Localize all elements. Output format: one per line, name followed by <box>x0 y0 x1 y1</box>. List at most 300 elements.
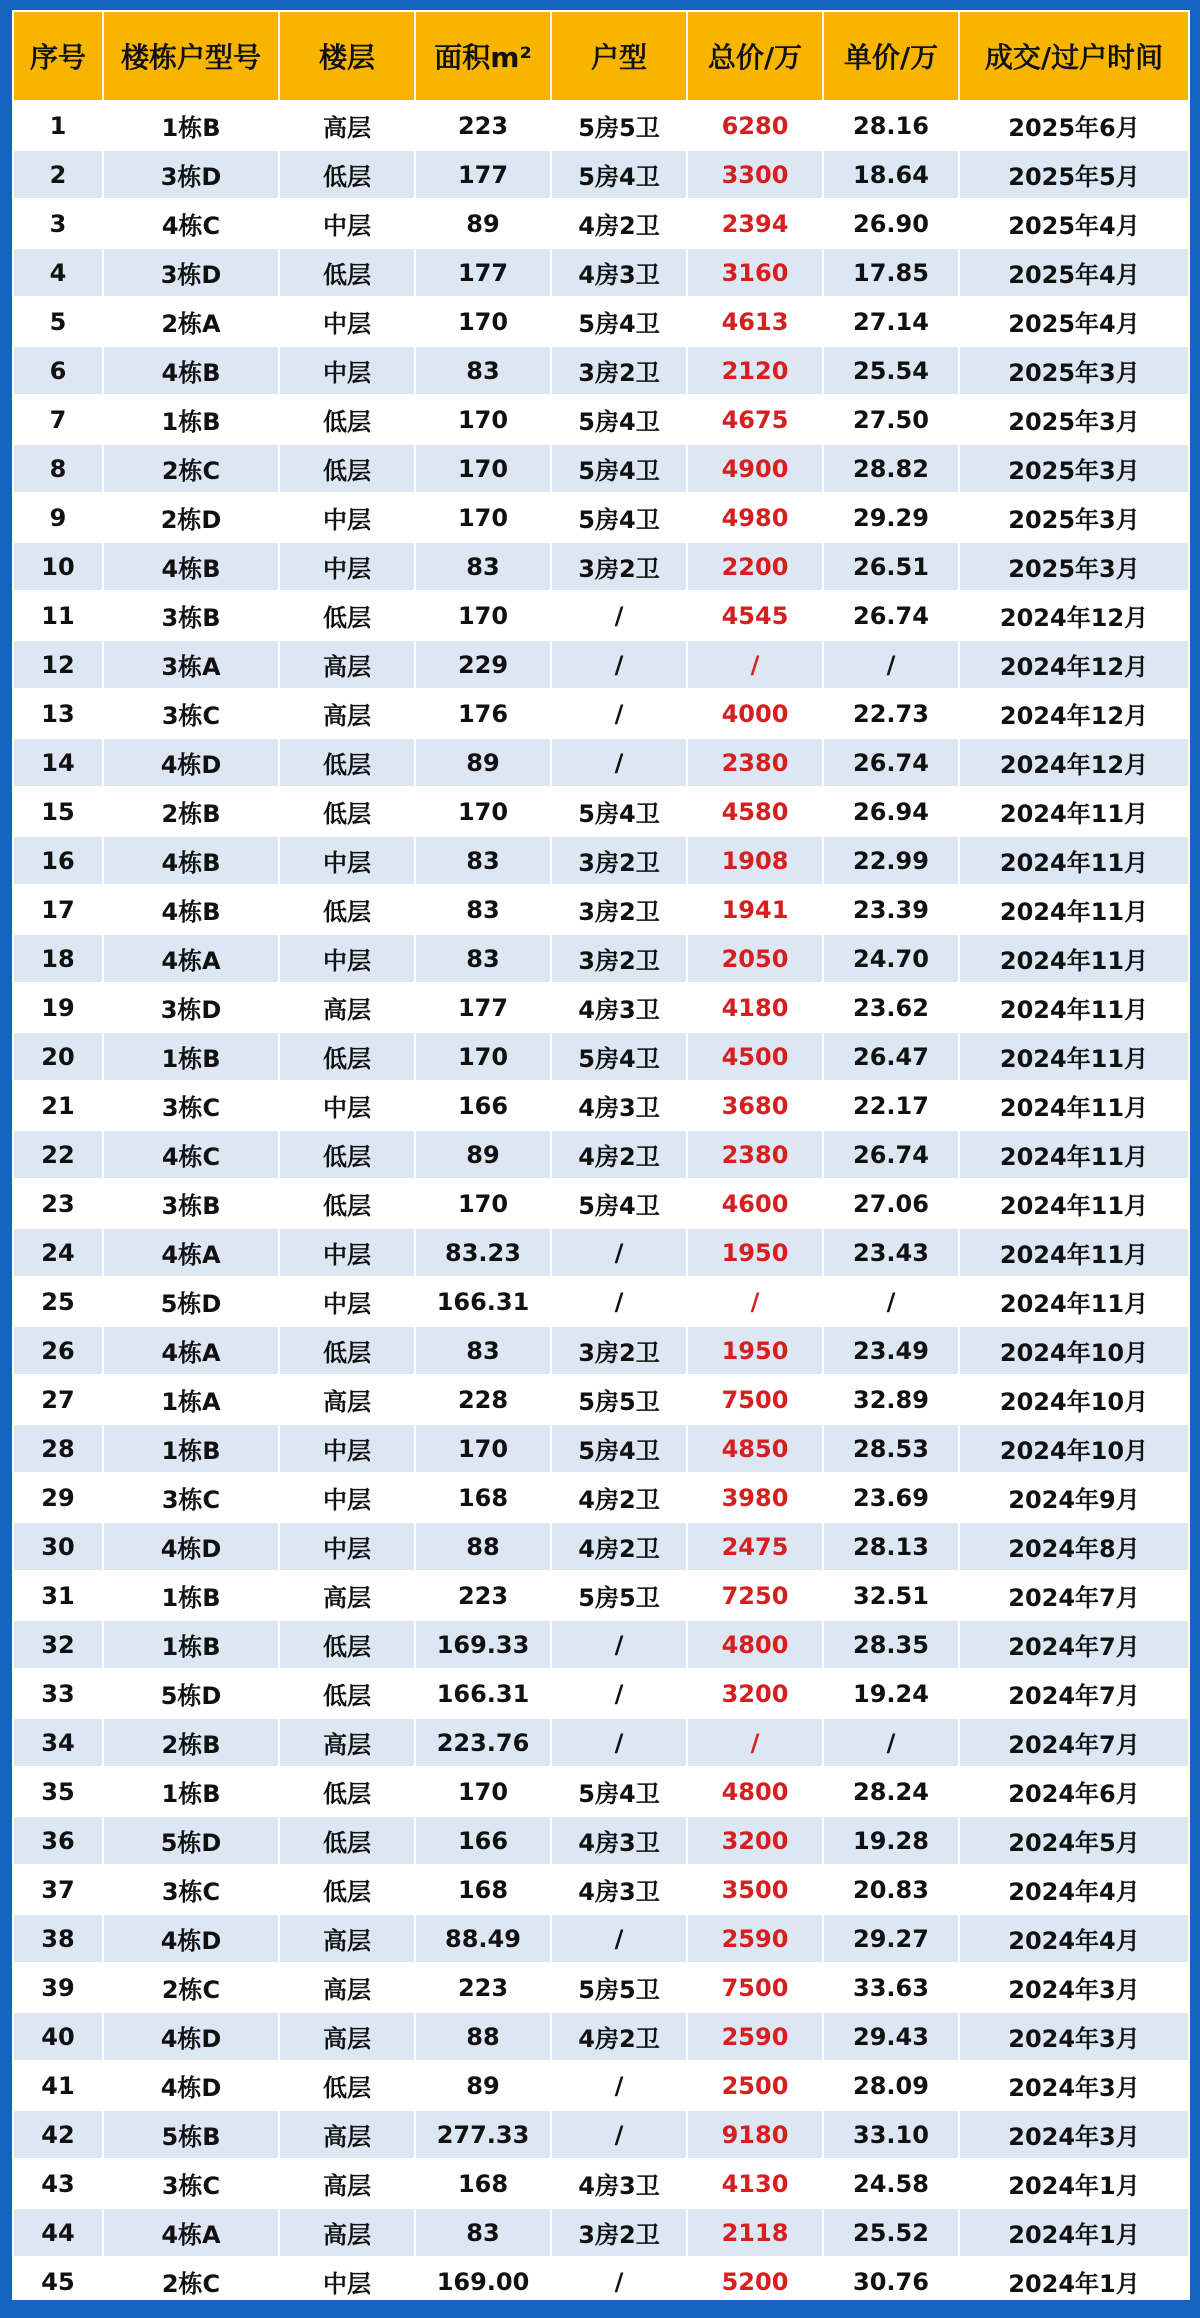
cell-index: 10 <box>13 542 103 591</box>
cell-floor: 高层 <box>279 1718 415 1767</box>
cell-floor: 低层 <box>279 1130 415 1179</box>
cell-area: 169.00 <box>415 2257 551 2306</box>
cell-unit-price: 33.10 <box>823 2110 959 2159</box>
cell-building-unit: 4栋A <box>103 934 279 983</box>
cell-index: 17 <box>13 885 103 934</box>
cell-total-price: 4613 <box>687 297 823 346</box>
cell-area: 166.31 <box>415 1669 551 1718</box>
cell-building-unit: 1栋B <box>103 1424 279 1473</box>
cell-floor: 低层 <box>279 1326 415 1375</box>
cell-floor: 高层 <box>279 1963 415 2012</box>
cell-building-unit: 3栋D <box>103 248 279 297</box>
cell-layout: 4房3卫 <box>551 2159 687 2208</box>
cell-layout: 5房4卫 <box>551 150 687 199</box>
cell-floor: 低层 <box>279 248 415 297</box>
cell-area: 170 <box>415 1767 551 1816</box>
cell-layout: 5房4卫 <box>551 1424 687 1473</box>
cell-area: 169.33 <box>415 1620 551 1669</box>
cell-building-unit: 4栋B <box>103 885 279 934</box>
table-row <box>13 542 1189 591</box>
cell-deal-date: 2025年5月 <box>959 150 1189 199</box>
cell-unit-price: 30.76 <box>823 2257 959 2306</box>
table-row <box>13 199 1189 248</box>
cell-index: 22 <box>13 1130 103 1179</box>
cell-floor: 高层 <box>279 1571 415 1620</box>
cell-layout: 5房5卫 <box>551 1963 687 2012</box>
header-unit-price: 单价/万 <box>823 11 959 101</box>
cell-unit-price: / <box>823 1718 959 1767</box>
cell-building-unit: 4栋B <box>103 542 279 591</box>
cell-deal-date: 2025年3月 <box>959 493 1189 542</box>
cell-index: 35 <box>13 1767 103 1816</box>
cell-total-price: 4675 <box>687 395 823 444</box>
cell-floor: 低层 <box>279 591 415 640</box>
cell-total-price: / <box>687 1718 823 1767</box>
cell-building-unit: 2栋A <box>103 297 279 346</box>
cell-total-price: 4800 <box>687 1767 823 1816</box>
cell-unit-price: 24.58 <box>823 2159 959 2208</box>
cell-deal-date: 2024年7月 <box>959 1571 1189 1620</box>
cell-index: 23 <box>13 1179 103 1228</box>
header-building-unit: 楼栋户型号 <box>103 11 279 101</box>
cell-index: 5 <box>13 297 103 346</box>
table-row <box>13 248 1189 297</box>
table-row <box>13 1130 1189 1179</box>
cell-floor: 高层 <box>279 640 415 689</box>
cell-total-price: / <box>687 640 823 689</box>
table-row <box>13 885 1189 934</box>
cell-deal-date: 2024年11月 <box>959 934 1189 983</box>
cell-layout: 5房5卫 <box>551 101 687 150</box>
cell-unit-price: 28.09 <box>823 2061 959 2110</box>
cell-index: 38 <box>13 1914 103 1963</box>
table-header-row <box>13 11 1189 101</box>
cell-total-price: 2120 <box>687 346 823 395</box>
table-row <box>13 150 1189 199</box>
cell-layout: 5房4卫 <box>551 787 687 836</box>
cell-floor: 中层 <box>279 1522 415 1571</box>
cell-area: 177 <box>415 248 551 297</box>
cell-area: 83 <box>415 836 551 885</box>
table-row <box>13 640 1189 689</box>
cell-floor: 高层 <box>279 689 415 738</box>
cell-area: 223 <box>415 101 551 150</box>
cell-layout: / <box>551 2257 687 2306</box>
cell-total-price: 1950 <box>687 1228 823 1277</box>
table-row <box>13 1473 1189 1522</box>
footer-strip <box>0 2300 1200 2318</box>
cell-area: 223 <box>415 1963 551 2012</box>
cell-layout: / <box>551 1914 687 1963</box>
cell-layout: / <box>551 738 687 787</box>
cell-total-price: 3200 <box>687 1816 823 1865</box>
cell-index: 32 <box>13 1620 103 1669</box>
cell-layout: 4房3卫 <box>551 983 687 1032</box>
cell-deal-date: 2025年3月 <box>959 346 1189 395</box>
cell-area: 170 <box>415 787 551 836</box>
cell-building-unit: 4栋A <box>103 1228 279 1277</box>
table-row <box>13 1081 1189 1130</box>
cell-deal-date: 2024年1月 <box>959 2257 1189 2306</box>
cell-area: 170 <box>415 444 551 493</box>
cell-unit-price: 29.43 <box>823 2012 959 2061</box>
cell-building-unit: 2栋C <box>103 1963 279 2012</box>
cell-total-price: 2050 <box>687 934 823 983</box>
cell-building-unit: 5栋B <box>103 2110 279 2159</box>
cell-area: 89 <box>415 1130 551 1179</box>
cell-floor: 中层 <box>279 199 415 248</box>
cell-index: 16 <box>13 836 103 885</box>
cell-area: 166 <box>415 1816 551 1865</box>
table-row <box>13 1032 1189 1081</box>
cell-layout: 5房5卫 <box>551 1571 687 1620</box>
table-row <box>13 1963 1189 2012</box>
table-row <box>13 591 1189 640</box>
cell-floor: 低层 <box>279 1179 415 1228</box>
cell-deal-date: 2024年11月 <box>959 1130 1189 1179</box>
cell-layout: 4房3卫 <box>551 248 687 297</box>
cell-unit-price: 28.24 <box>823 1767 959 1816</box>
cell-building-unit: 3栋C <box>103 1473 279 1522</box>
cell-floor: 中层 <box>279 2257 415 2306</box>
cell-layout: / <box>551 2061 687 2110</box>
cell-building-unit: 4栋B <box>103 836 279 885</box>
cell-unit-price: 25.52 <box>823 2208 959 2257</box>
table-row <box>13 934 1189 983</box>
cell-unit-price: 17.85 <box>823 248 959 297</box>
cell-unit-price: 23.39 <box>823 885 959 934</box>
cell-total-price: 2475 <box>687 1522 823 1571</box>
cell-unit-price: 27.06 <box>823 1179 959 1228</box>
table-row <box>13 1620 1189 1669</box>
cell-unit-price: 20.83 <box>823 1865 959 1914</box>
cell-total-price: 3160 <box>687 248 823 297</box>
cell-index: 24 <box>13 1228 103 1277</box>
cell-unit-price: 19.28 <box>823 1816 959 1865</box>
cell-area: 89 <box>415 2061 551 2110</box>
cell-layout: 5房4卫 <box>551 297 687 346</box>
sales-table <box>12 10 1190 2307</box>
cell-index: 42 <box>13 2110 103 2159</box>
cell-layout: 4房3卫 <box>551 1816 687 1865</box>
cell-floor: 中层 <box>279 346 415 395</box>
cell-building-unit: 1栋A <box>103 1375 279 1424</box>
table-row <box>13 836 1189 885</box>
cell-floor: 中层 <box>279 1277 415 1326</box>
cell-layout: 5房4卫 <box>551 444 687 493</box>
cell-unit-price: 29.29 <box>823 493 959 542</box>
cell-building-unit: 2栋B <box>103 787 279 836</box>
cell-area: 88 <box>415 2012 551 2061</box>
table-row <box>13 2012 1189 2061</box>
cell-index: 7 <box>13 395 103 444</box>
cell-index: 45 <box>13 2257 103 2306</box>
cell-unit-price: 25.54 <box>823 346 959 395</box>
cell-building-unit: 4栋D <box>103 1914 279 1963</box>
cell-unit-price: 26.47 <box>823 1032 959 1081</box>
cell-area: 176 <box>415 689 551 738</box>
cell-layout: 4房2卫 <box>551 2012 687 2061</box>
cell-deal-date: 2025年4月 <box>959 199 1189 248</box>
cell-unit-price: 28.16 <box>823 101 959 150</box>
cell-deal-date: 2024年12月 <box>959 640 1189 689</box>
header-index: 序号 <box>13 11 103 101</box>
cell-floor: 高层 <box>279 2012 415 2061</box>
table-container <box>12 10 1188 2307</box>
cell-deal-date: 2024年3月 <box>959 2061 1189 2110</box>
cell-layout: / <box>551 1669 687 1718</box>
cell-index: 3 <box>13 199 103 248</box>
cell-area: 89 <box>415 738 551 787</box>
cell-layout: 4房3卫 <box>551 1865 687 1914</box>
cell-floor: 中层 <box>279 1081 415 1130</box>
cell-area: 228 <box>415 1375 551 1424</box>
cell-building-unit: 3栋C <box>103 2159 279 2208</box>
cell-index: 21 <box>13 1081 103 1130</box>
cell-area: 177 <box>415 983 551 1032</box>
cell-unit-price: 28.13 <box>823 1522 959 1571</box>
cell-floor: 高层 <box>279 1375 415 1424</box>
cell-area: 83 <box>415 934 551 983</box>
cell-total-price: 4800 <box>687 1620 823 1669</box>
table-row <box>13 1326 1189 1375</box>
cell-unit-price: 18.64 <box>823 150 959 199</box>
cell-unit-price: 22.99 <box>823 836 959 885</box>
cell-total-price: 4130 <box>687 2159 823 2208</box>
cell-floor: 高层 <box>279 101 415 150</box>
table-row <box>13 1522 1189 1571</box>
cell-layout: 3房2卫 <box>551 2208 687 2257</box>
cell-floor: 低层 <box>279 1767 415 1816</box>
cell-layout: / <box>551 640 687 689</box>
cell-total-price: 2590 <box>687 1914 823 1963</box>
cell-deal-date: 2024年1月 <box>959 2159 1189 2208</box>
cell-unit-price: 26.74 <box>823 1130 959 1179</box>
cell-building-unit: 1栋B <box>103 395 279 444</box>
cell-unit-price: 27.50 <box>823 395 959 444</box>
cell-layout: 3房2卫 <box>551 934 687 983</box>
cell-unit-price: 32.89 <box>823 1375 959 1424</box>
cell-index: 27 <box>13 1375 103 1424</box>
cell-layout: 3房2卫 <box>551 885 687 934</box>
header-deal-date: 成交/过户时间 <box>959 11 1189 101</box>
table-row <box>13 1865 1189 1914</box>
cell-area: 223 <box>415 1571 551 1620</box>
cell-area: 89 <box>415 199 551 248</box>
cell-index: 39 <box>13 1963 103 2012</box>
cell-deal-date: 2024年10月 <box>959 1326 1189 1375</box>
cell-unit-price: 19.24 <box>823 1669 959 1718</box>
cell-deal-date: 2024年8月 <box>959 1522 1189 1571</box>
table-row <box>13 395 1189 444</box>
cell-deal-date: 2024年11月 <box>959 787 1189 836</box>
cell-deal-date: 2024年11月 <box>959 983 1189 1032</box>
cell-index: 13 <box>13 689 103 738</box>
cell-floor: 低层 <box>279 2061 415 2110</box>
cell-floor: 低层 <box>279 1032 415 1081</box>
cell-index: 19 <box>13 983 103 1032</box>
table-row <box>13 1816 1189 1865</box>
cell-layout: / <box>551 591 687 640</box>
table-row <box>13 738 1189 787</box>
cell-total-price: 3500 <box>687 1865 823 1914</box>
cell-total-price: 4980 <box>687 493 823 542</box>
cell-building-unit: 5栋D <box>103 1669 279 1718</box>
table-row <box>13 1571 1189 1620</box>
cell-unit-price: 26.74 <box>823 591 959 640</box>
cell-deal-date: 2025年4月 <box>959 248 1189 297</box>
cell-building-unit: 1栋B <box>103 1767 279 1816</box>
cell-layout: 5房4卫 <box>551 1767 687 1816</box>
cell-building-unit: 3栋C <box>103 689 279 738</box>
table-row <box>13 2110 1189 2159</box>
cell-index: 29 <box>13 1473 103 1522</box>
cell-building-unit: 5栋D <box>103 1816 279 1865</box>
cell-deal-date: 2024年12月 <box>959 738 1189 787</box>
cell-deal-date: 2024年7月 <box>959 1669 1189 1718</box>
cell-total-price: 4600 <box>687 1179 823 1228</box>
cell-building-unit: 4栋D <box>103 2061 279 2110</box>
cell-floor: 低层 <box>279 1669 415 1718</box>
cell-area: 170 <box>415 1179 551 1228</box>
header-area: 面积m² <box>415 11 551 101</box>
cell-building-unit: 3栋C <box>103 1865 279 1914</box>
cell-total-price: 2394 <box>687 199 823 248</box>
cell-building-unit: 1栋B <box>103 1571 279 1620</box>
cell-layout: 5房4卫 <box>551 1032 687 1081</box>
cell-floor: 低层 <box>279 444 415 493</box>
cell-index: 43 <box>13 2159 103 2208</box>
cell-floor: 低层 <box>279 150 415 199</box>
cell-unit-price: 26.74 <box>823 738 959 787</box>
cell-layout: / <box>551 2110 687 2159</box>
cell-total-price: 5200 <box>687 2257 823 2306</box>
table-row <box>13 493 1189 542</box>
cell-total-price: 7250 <box>687 1571 823 1620</box>
cell-unit-price: 28.53 <box>823 1424 959 1473</box>
cell-layout: 3房2卫 <box>551 542 687 591</box>
cell-area: 83 <box>415 2208 551 2257</box>
cell-total-price: 4580 <box>687 787 823 836</box>
cell-deal-date: 2024年11月 <box>959 1081 1189 1130</box>
cell-floor: 高层 <box>279 1914 415 1963</box>
cell-layout: / <box>551 1277 687 1326</box>
cell-area: 277.33 <box>415 2110 551 2159</box>
table-row <box>13 2061 1189 2110</box>
cell-layout: 3房2卫 <box>551 1326 687 1375</box>
cell-layout: 3房2卫 <box>551 346 687 395</box>
cell-total-price: 4180 <box>687 983 823 1032</box>
cell-index: 30 <box>13 1522 103 1571</box>
header-layout: 户型 <box>551 11 687 101</box>
cell-area: 223.76 <box>415 1718 551 1767</box>
cell-deal-date: 2025年4月 <box>959 297 1189 346</box>
cell-layout: 5房4卫 <box>551 395 687 444</box>
cell-layout: 4房3卫 <box>551 1081 687 1130</box>
cell-building-unit: 3栋B <box>103 591 279 640</box>
cell-index: 4 <box>13 248 103 297</box>
cell-total-price: 4900 <box>687 444 823 493</box>
cell-building-unit: 4栋A <box>103 2208 279 2257</box>
cell-area: 177 <box>415 150 551 199</box>
cell-deal-date: 2024年4月 <box>959 1914 1189 1963</box>
cell-index: 28 <box>13 1424 103 1473</box>
cell-layout: 4房2卫 <box>551 199 687 248</box>
cell-deal-date: 2024年11月 <box>959 1032 1189 1081</box>
cell-building-unit: 4栋D <box>103 738 279 787</box>
cell-total-price: 3200 <box>687 1669 823 1718</box>
cell-building-unit: 3栋D <box>103 983 279 1032</box>
cell-total-price: 9180 <box>687 2110 823 2159</box>
cell-total-price: 4545 <box>687 591 823 640</box>
table-row <box>13 346 1189 395</box>
cell-total-price: 7500 <box>687 1963 823 2012</box>
cell-total-price: / <box>687 1277 823 1326</box>
table-row <box>13 444 1189 493</box>
cell-floor: 低层 <box>279 1865 415 1914</box>
cell-unit-price: 23.69 <box>823 1473 959 1522</box>
cell-building-unit: 1栋B <box>103 1620 279 1669</box>
cell-area: 168 <box>415 2159 551 2208</box>
cell-floor: 低层 <box>279 395 415 444</box>
table-row <box>13 787 1189 836</box>
cell-building-unit: 4栋A <box>103 1326 279 1375</box>
cell-unit-price: 26.94 <box>823 787 959 836</box>
cell-floor: 中层 <box>279 1473 415 1522</box>
cell-index: 1 <box>13 101 103 150</box>
cell-area: 170 <box>415 1032 551 1081</box>
cell-unit-price: 26.90 <box>823 199 959 248</box>
cell-unit-price: 28.35 <box>823 1620 959 1669</box>
cell-deal-date: 2024年11月 <box>959 1277 1189 1326</box>
cell-building-unit: 4栋C <box>103 199 279 248</box>
table-row <box>13 983 1189 1032</box>
cell-total-price: 2500 <box>687 2061 823 2110</box>
cell-layout: 5房4卫 <box>551 1179 687 1228</box>
table-row <box>13 297 1189 346</box>
cell-deal-date: 2025年3月 <box>959 444 1189 493</box>
cell-total-price: 1908 <box>687 836 823 885</box>
cell-total-price: 3300 <box>687 150 823 199</box>
cell-unit-price: / <box>823 640 959 689</box>
table-row <box>13 1767 1189 1816</box>
cell-building-unit: 4栋D <box>103 1522 279 1571</box>
cell-total-price: 7500 <box>687 1375 823 1424</box>
cell-deal-date: 2024年10月 <box>959 1375 1189 1424</box>
table-row <box>13 1277 1189 1326</box>
cell-index: 12 <box>13 640 103 689</box>
cell-building-unit: 3栋A <box>103 640 279 689</box>
cell-unit-price: 22.73 <box>823 689 959 738</box>
cell-floor: 高层 <box>279 2208 415 2257</box>
cell-area: 88 <box>415 1522 551 1571</box>
cell-deal-date: 2024年7月 <box>959 1620 1189 1669</box>
cell-area: 229 <box>415 640 551 689</box>
cell-deal-date: 2024年11月 <box>959 836 1189 885</box>
cell-floor: 中层 <box>279 542 415 591</box>
cell-floor: 低层 <box>279 885 415 934</box>
cell-floor: 中层 <box>279 1228 415 1277</box>
cell-deal-date: 2025年6月 <box>959 101 1189 150</box>
cell-floor: 低层 <box>279 1620 415 1669</box>
table-row <box>13 1424 1189 1473</box>
cell-layout: / <box>551 1620 687 1669</box>
cell-index: 11 <box>13 591 103 640</box>
header-total-price: 总价/万 <box>687 11 823 101</box>
cell-unit-price: / <box>823 1277 959 1326</box>
cell-layout: 4房2卫 <box>551 1522 687 1571</box>
table-body <box>13 101 1189 2306</box>
